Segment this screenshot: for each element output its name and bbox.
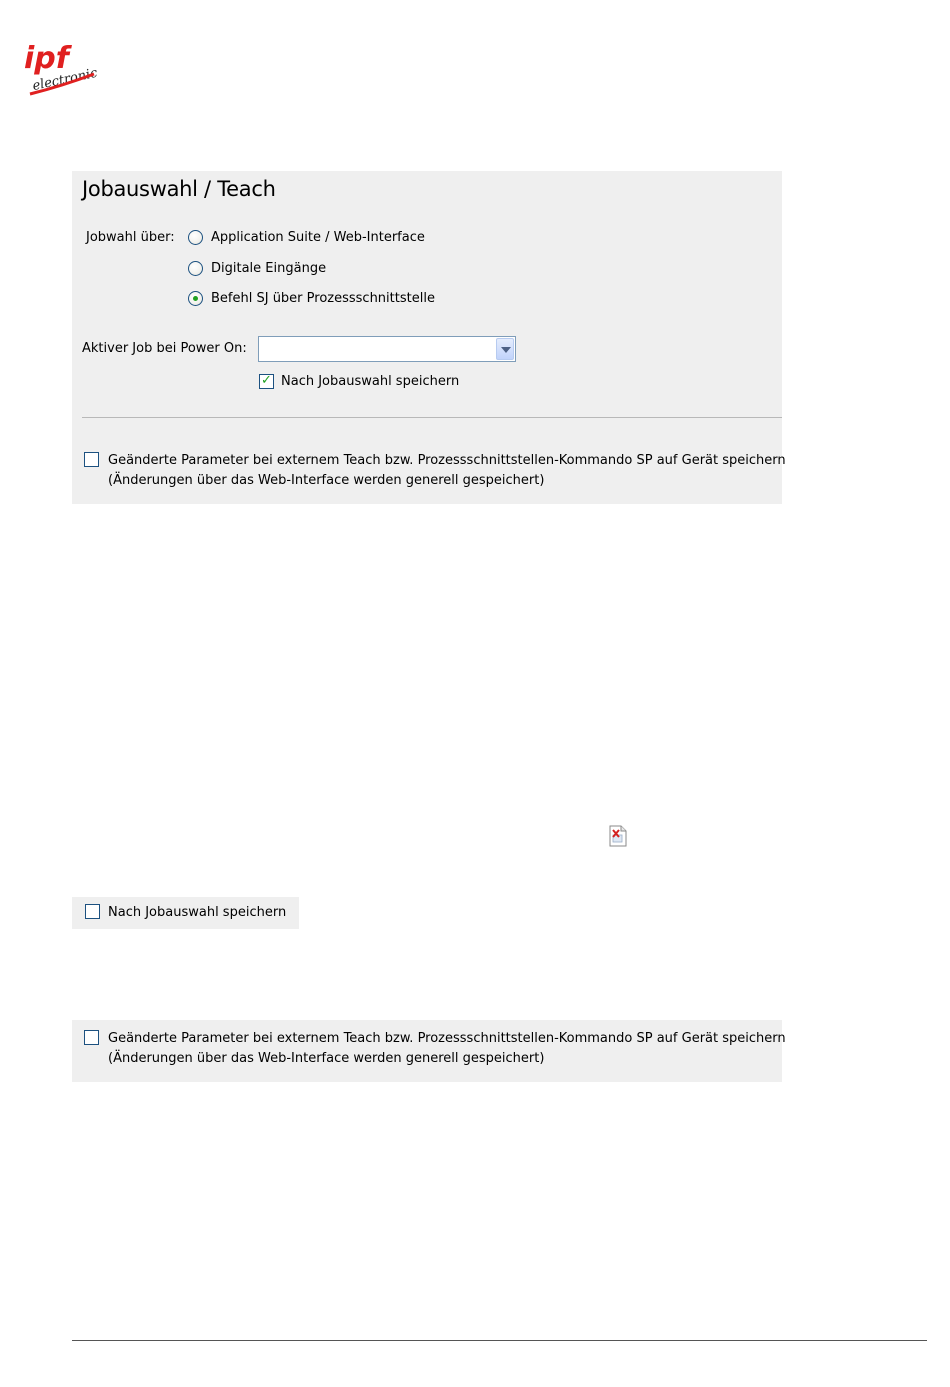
radio-application-suite[interactable] [188, 230, 203, 245]
save-params-snippet [72, 1020, 786, 1082]
save-params-checkbox[interactable] [84, 452, 99, 467]
save-after-select-checkbox[interactable] [259, 374, 274, 389]
jobwahl-label: Jobwahl über: [86, 230, 175, 245]
radio-command-sj[interactable] [188, 291, 203, 306]
snippet-save-label: Nach Jobauswahl speichern [108, 905, 287, 920]
job-selection-panel [72, 171, 786, 504]
radio-label-digital-inputs: Digitale Eingänge [211, 261, 327, 276]
radio-selected-dot [193, 296, 198, 301]
logo-text-bottom: electronic [31, 65, 98, 95]
broken-image-icon [609, 825, 627, 847]
snippet-params-line1: Geänderte Parameter bei externem Teach bzw. Prozessschnittstellen-Kommando SP auf Gerät speichern [108, 1031, 786, 1046]
snippet-save-checkbox[interactable] [85, 904, 100, 919]
panel-title: Jobauswahl / Teach [82, 177, 276, 201]
save-after-select-snippet [72, 897, 299, 929]
save-params-line2: (Änderungen über das Web-Interface werden generell gespeichert) [108, 473, 545, 488]
save-params-line1: Geänderte Parameter bei externem Teach bzw. Prozessschnittstellen-Kommando SP auf Gerät speichern [108, 453, 786, 468]
snippet-params-checkbox[interactable] [84, 1030, 99, 1045]
divider [82, 417, 782, 418]
logo-text-top: ipf [24, 41, 69, 76]
radio-label-command-sj: Befehl SJ über Prozessschnittstelle [211, 291, 435, 306]
footer-rule [72, 1340, 927, 1341]
company-logo [22, 40, 98, 100]
radio-digital-inputs[interactable] [188, 261, 203, 276]
active-job-select[interactable] [258, 336, 516, 362]
snippet-params-line2: (Änderungen über das Web-Interface werden generell gespeichert) [108, 1051, 545, 1066]
save-after-select-label: Nach Jobauswahl speichern [281, 374, 460, 389]
checkmark-icon: ✓ [261, 373, 272, 388]
chevron-down-icon[interactable] [496, 338, 514, 360]
radio-label-application-suite: Application Suite / Web-Interface [211, 230, 425, 245]
active-job-label: Aktiver Job bei Power On: [82, 341, 247, 356]
